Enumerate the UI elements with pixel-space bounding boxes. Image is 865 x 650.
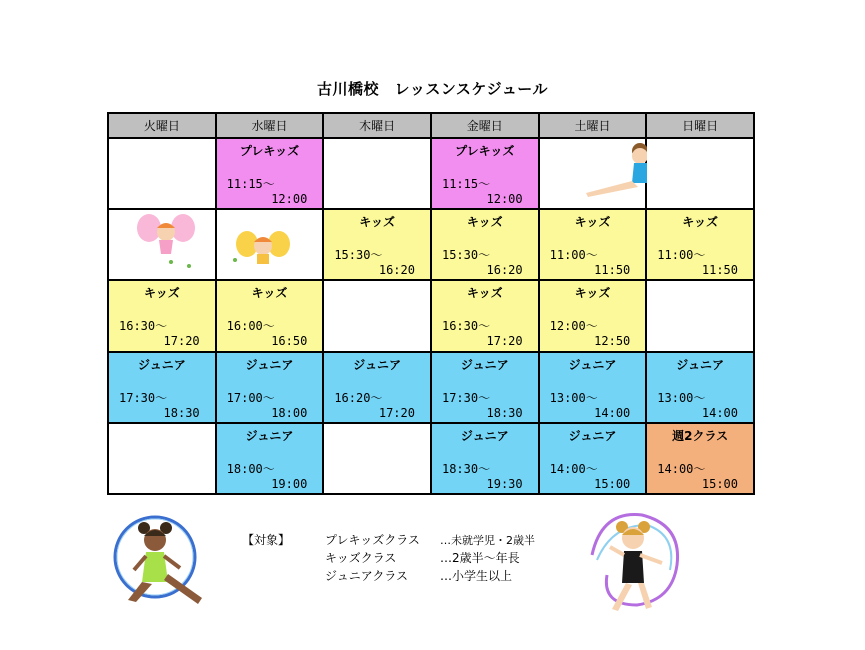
class-name: ジュニア [568, 357, 617, 372]
schedule-cell [323, 138, 431, 209]
schedule-cell [323, 209, 431, 280]
class-name: ジュニア [245, 428, 294, 443]
class-name: ジュニア [245, 357, 294, 372]
end-time: 18:30 [486, 405, 523, 420]
schedule-cell [431, 280, 539, 351]
schedule-cell [431, 423, 539, 494]
start-time: 11:00～ [657, 248, 706, 263]
schedule-cell [539, 138, 647, 209]
schedule-cell [539, 280, 647, 351]
hoop-gymnast-illustration [108, 512, 213, 612]
schedule-cell [539, 423, 647, 494]
class-name: キッズ [682, 215, 719, 230]
schedule-cell [216, 138, 324, 209]
start-time: 13:00～ [549, 390, 598, 405]
start-time: 11:15～ [226, 177, 275, 191]
schedule-cell [108, 138, 216, 209]
schedule-cell [539, 209, 647, 280]
start-time: 18:00～ [226, 461, 275, 476]
class-name: ジュニア [676, 357, 725, 372]
class-name: キッズ [359, 215, 396, 230]
day-header: 火曜日 [108, 113, 216, 138]
schedule-cell [646, 352, 754, 423]
schedule-cell [323, 280, 431, 351]
schedule-cell [216, 423, 324, 494]
legend-class: プレキッズクラス [325, 533, 420, 547]
end-time: 12:50 [594, 334, 631, 349]
class-name: ジュニア [460, 357, 509, 372]
end-time: 16:50 [271, 334, 308, 349]
end-time: 12:00 [486, 192, 523, 206]
day-header-row [108, 113, 754, 138]
end-time: 18:30 [163, 405, 200, 420]
end-time: 14:00 [701, 405, 738, 420]
schedule-cell [539, 352, 647, 423]
end-time: 14:00 [594, 405, 631, 420]
class-name: キッズ [574, 286, 611, 301]
start-time: 14:00～ [549, 461, 598, 476]
class-name: キッズ [466, 215, 503, 230]
schedule-row [108, 280, 754, 351]
ribbon-gymnast-illustration [582, 505, 692, 615]
schedule-cell [216, 209, 324, 280]
start-time: 17:30～ [119, 390, 168, 405]
gymnast-illustration [540, 139, 646, 208]
start-time: 18:30～ [441, 461, 491, 476]
day-header: 金曜日 [431, 113, 539, 138]
schedule-cell [431, 352, 539, 423]
schedule-row [108, 423, 754, 494]
schedule-cell [323, 423, 431, 494]
schedule-cell [216, 352, 324, 423]
end-time: 19:00 [271, 476, 308, 491]
class-name: 週2クラス [672, 428, 729, 443]
end-time: 15:00 [594, 476, 631, 491]
start-time: 16:20～ [334, 390, 383, 405]
start-time: 17:30～ [441, 390, 491, 405]
end-time: 19:30 [486, 476, 523, 491]
end-time: 16:20 [486, 263, 523, 278]
start-time: 16:30～ [119, 319, 168, 334]
fairy-yellow-illustration [217, 210, 323, 279]
schedule-cell [108, 280, 216, 351]
legend-class: ジュニアクラス [325, 569, 409, 583]
legend-heading: 【対象】 [242, 533, 291, 547]
schedule-row [108, 352, 754, 423]
start-time: 12:00～ [549, 319, 598, 334]
start-time: 17:00～ [226, 390, 275, 405]
start-time: 11:00～ [549, 248, 598, 263]
start-time: 14:00～ [657, 461, 706, 476]
class-name: プレキッズ [239, 144, 300, 158]
end-time: 11:50 [594, 263, 631, 278]
class-name: ジュニア [353, 357, 402, 372]
schedule-cell [431, 209, 539, 280]
start-time: 16:00～ [226, 319, 275, 334]
end-time: 18:00 [271, 405, 308, 420]
legend-target: …未就学児・2歳半 [440, 534, 535, 547]
start-time: 16:30～ [441, 319, 491, 334]
start-time: 13:00～ [657, 390, 706, 405]
legend-class: キッズクラス [325, 551, 397, 565]
day-header: 木曜日 [323, 113, 431, 138]
class-name: キッズ [143, 286, 180, 301]
schedule-cell [108, 352, 216, 423]
class-name: ジュニア [568, 428, 617, 443]
schedule-cell [216, 280, 324, 351]
schedule-cell [431, 138, 539, 209]
start-time: 15:30～ [334, 248, 383, 263]
schedule-cell [646, 138, 754, 209]
class-name: ジュニア [137, 357, 186, 372]
legend-target: …2歳半～年長 [440, 551, 520, 565]
schedule-cell [323, 352, 431, 423]
end-time: 17:20 [378, 405, 415, 420]
day-header: 土曜日 [539, 113, 647, 138]
legend-target: …小学生以上 [440, 569, 513, 583]
schedule-cell [108, 209, 216, 280]
class-name: キッズ [574, 215, 611, 230]
schedule-table [107, 112, 755, 495]
end-time: 17:20 [486, 334, 523, 349]
schedule-cell [646, 209, 754, 280]
page-title: 古川橋校 レッスンスケジュール [316, 80, 548, 98]
schedule-cell [646, 280, 754, 351]
class-name: キッズ [251, 286, 288, 301]
start-time: 15:30～ [441, 248, 491, 263]
start-time: 11:15～ [441, 177, 491, 191]
schedule-cell [646, 423, 754, 494]
fairy-pink-illustration [109, 210, 215, 279]
class-name: キッズ [466, 286, 503, 301]
end-time: 16:20 [378, 263, 415, 278]
end-time: 11:50 [701, 263, 738, 278]
class-name: ジュニア [460, 428, 509, 443]
day-header: 日曜日 [646, 113, 754, 138]
schedule-cell [108, 423, 216, 494]
class-name: プレキッズ [455, 144, 515, 158]
schedule-row [108, 138, 754, 209]
end-time: 17:20 [163, 334, 200, 349]
day-header: 水曜日 [216, 113, 324, 138]
end-time: 12:00 [271, 192, 308, 206]
end-time: 15:00 [701, 476, 738, 491]
schedule-row [108, 209, 754, 280]
